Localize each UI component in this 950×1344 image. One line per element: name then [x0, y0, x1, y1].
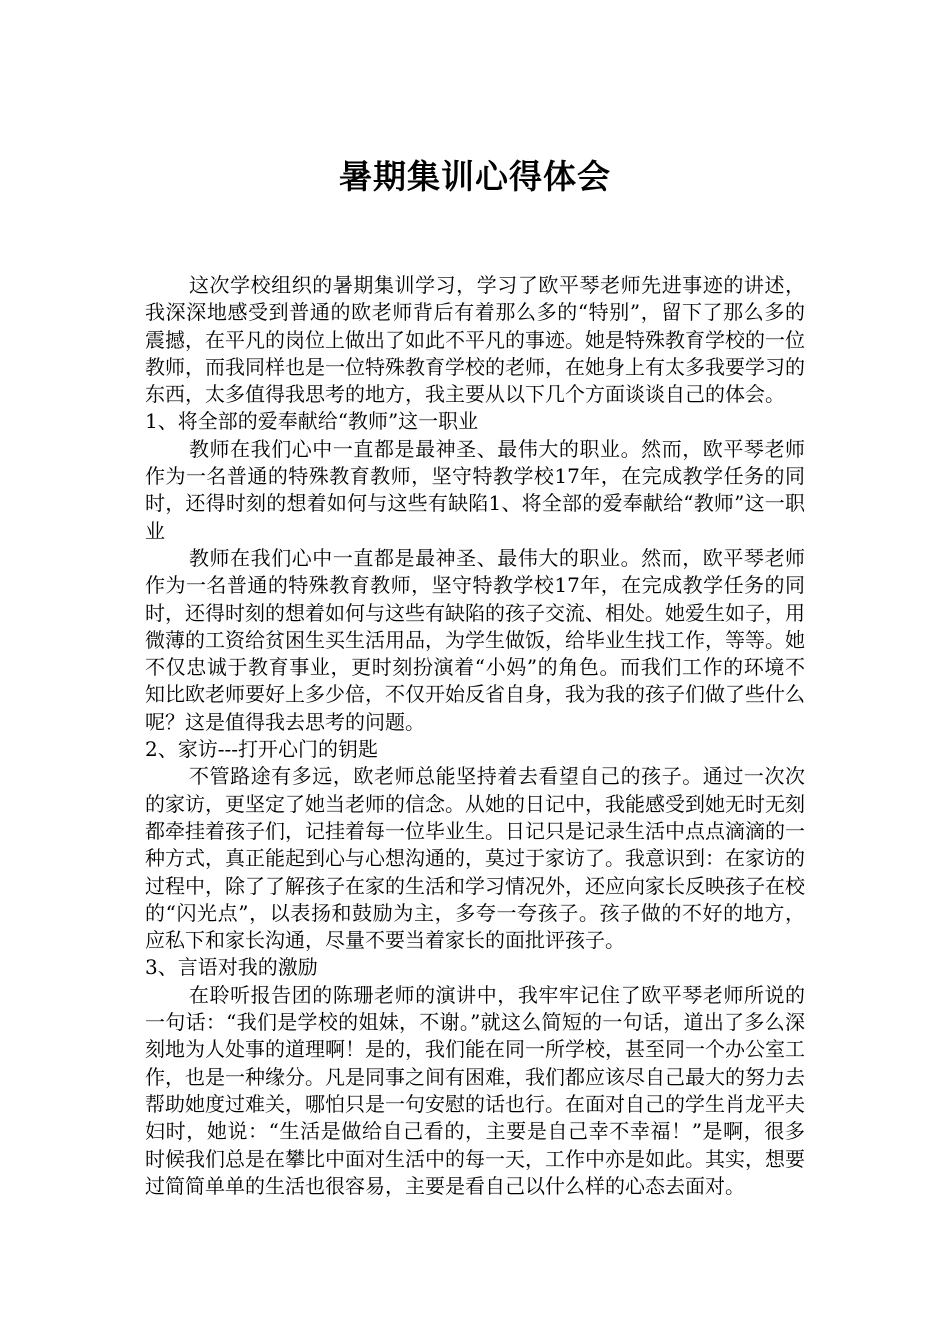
intro-paragraph: 这次学校组织的暑期集训学习，学习了欧平琴老师先进事迹的讲述，我深深地感受到普通的欧老师背后有着那么多的“特别”，留下了那么多的震撼，在平凡的岗位上做出了如此不平凡的事迹。她是特殊教育学校的一位教师，而我同样也是一位特殊教育学校的老师，在她身上有太多我要学习的东西，太多值得我思考的地方，我主要从以下几个方面谈谈自己的体会。	[145, 273, 805, 407]
body-paragraph: 教师在我们心中一直都是最神圣、最伟大的职业。然而，欧平琴老师作为一名普通的特殊教育教师，坚守特教学校17年，在完成教学任务的同时，还得时刻的想着如何与这些有缺陷1、将全部的爱奉献给“教师”这一职业	[145, 436, 805, 543]
section-heading-1: 1、将全部的爱奉献给“教师”这一职业	[145, 409, 479, 434]
body-paragraph: 教师在我们心中一直都是最神圣、最伟大的职业。然而，欧平琴老师作为一名普通的特殊教育教师，坚守特教学校17年，在完成教学任务的同时，还得时刻的想着如何与这些有缺陷的孩子交流、相处。她爱生如子，用微薄的工资给贫困生买生活用品，为学生做饭，给毕业生找工作，等等。她不仅忠诚于教育事业，更时刻扮演着“小妈”的角色。而我们工作的环境不知比欧老师要好上多少倍，不仅开始反省自身，我为我的孩子们做了些什么呢？这是值得我去思考的问题。	[145, 545, 805, 734]
body-paragraph: 在聆听报告团的陈珊老师的演讲中，我牢牢记住了欧平琴老师所说的一句话：“我们是学校的姐妹，不谢。”就这么简短的一句话，道出了多么深刻地为人处事的道理啊！是的，我们能在同一所学校，甚至同一个办公室工作，也是一种缘分。凡是同事之间有困难，我们都应该尽自己最大的努力去帮助她度过难关，哪怕只是一句安慰的话也行。在面对自己的学生肖龙平夫妇时，她说：“生活是做给自己看的，主要是自己幸不幸福！”是啊，很多时候我们总是在攀比中面对生活中的每一天，工作中亦是如此。其实，想要过简简单单的生活也很容易，主要是看自己以什么样的心态去面对。	[145, 982, 805, 1198]
section-heading-2: 2、家访---打开心门的钥匙	[145, 737, 378, 762]
document-body	[145, 272, 805, 1200]
document-title: 暑期集训心得体会	[339, 157, 611, 196]
body-paragraph: 不管路途有多远，欧老师总能坚持着去看望自己的孩子。通过一次次的家访，更坚定了她当老师的信念。从她的日记中，我能感受到她无时无刻都牵挂着孩子们，记挂着每一位毕业生。日记只是记录生活中点点滴滴的一种方式，真正能起到心与心想沟通的，莫过于家访了。我意识到：在家访的过程中，除了了解孩子在家的生活和学习情况外，还应向家长反映孩子在校的“闪光点”，以表扬和鼓励为主，多夸一夸孩子。孩子做的不好的地方，应私下和家长沟通，尽量不要当着家长的面批评孩子。	[145, 764, 805, 953]
section-heading-3: 3、言语对我的激励	[145, 955, 318, 980]
